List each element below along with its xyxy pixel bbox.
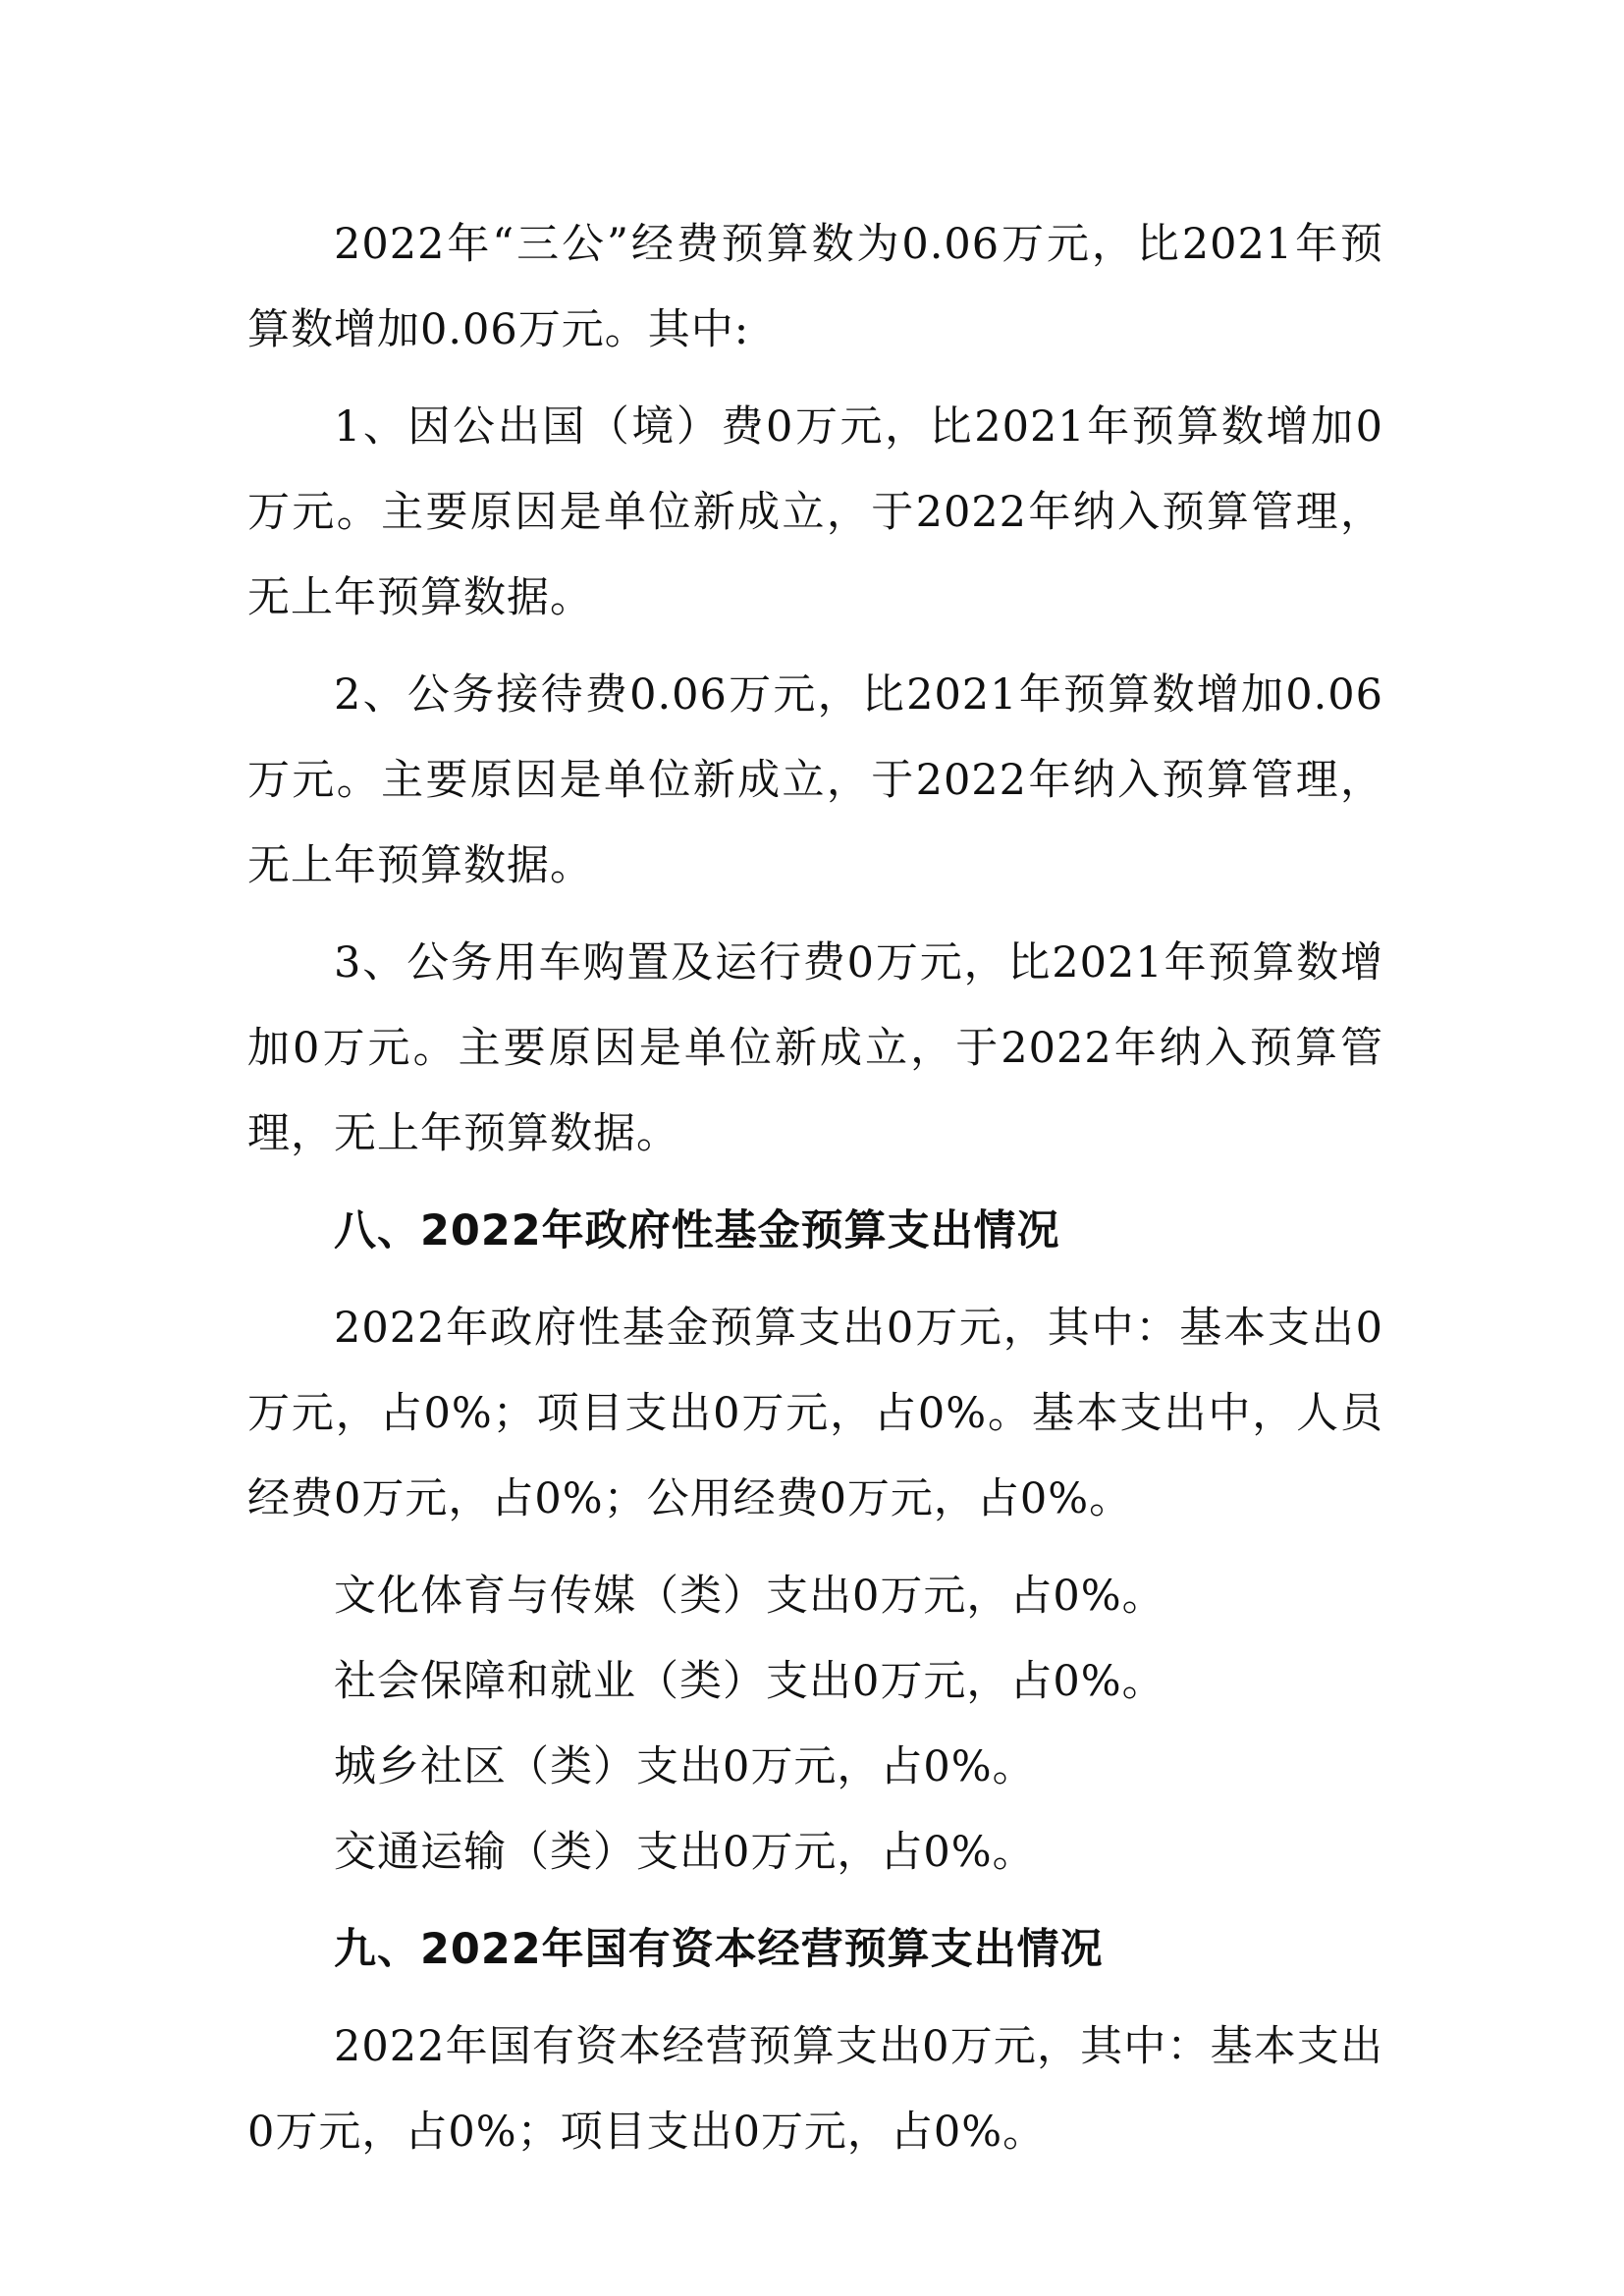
section-8-heading: 八、2022年政府性基金预算支出情况 — [334, 1206, 1060, 1255]
section-9-summary: 2022年国有资本经营预算支出0万元，其中：基本支出0万元，占0%；项目支出0万元，占0%。 — [247, 2022, 1383, 2157]
official-reception-paragraph: 2、公务接待费0.06万元，比2021年预算数增加0.06万元。主要原因是单位新成立，于2022年纳入预算管理，无上年预算数据。 — [247, 670, 1383, 890]
section-8-item: 城乡社区（类）支出0万元，占0%。 — [334, 1742, 1036, 1791]
section-8-item: 社会保障和就业（类）支出0万元，占0%。 — [334, 1657, 1165, 1706]
three-public-expenses-paragraph: 2022年“三公”经费预算数为0.06万元，比2021年预算数增加0.06万元。其中: — [247, 220, 1383, 354]
official-vehicle-paragraph: 3、公务用车购置及运行费0万元，比2021年预算数增加0万元。主要原因是单位新成立，于2022年纳入预算管理，无上年预算数据。 — [247, 938, 1383, 1158]
section-8-item: 文化体育与传媒（类）支出0万元，占0%。 — [334, 1572, 1165, 1621]
section-8-summary: 2022年政府性基金预算支出0万元，其中：基本支出0万元，占0%；项目支出0万元，占0%。基本支出中，人员经费0万元，占0%；公用经费0万元，占0%。 — [247, 1304, 1383, 1523]
overseas-travel-paragraph: 1、因公出国（境）费0万元，比2021年预算数增加0万元。主要原因是单位新成立，于2022年纳入预算管理，无上年预算数据。 — [247, 402, 1383, 622]
section-8-item: 交通运输（类）支出0万元，占0%。 — [334, 1828, 1036, 1877]
section-9-heading: 九、2022年国有资本经营预算支出情况 — [334, 1925, 1104, 1974]
